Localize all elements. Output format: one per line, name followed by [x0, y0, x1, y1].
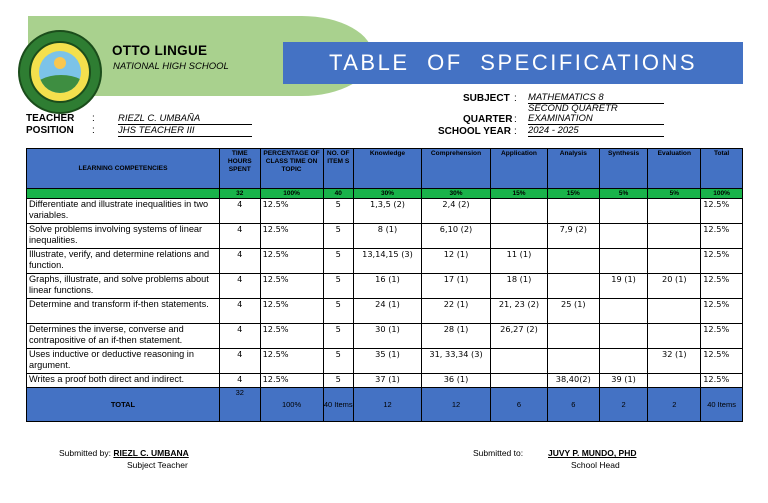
table-row: [27, 374, 743, 388]
total-analysis: 6: [547, 388, 599, 422]
header-comprehension: Comprehension: [422, 149, 491, 189]
cell-analysis: [547, 199, 599, 224]
weight-percentage: 100%: [260, 189, 323, 199]
cell-time: 4: [219, 349, 260, 374]
total-percentage: 100%: [260, 388, 323, 422]
school-seal-icon: [18, 30, 102, 114]
subject-colon: :: [514, 93, 517, 104]
cell-knowledge: 13,14,15 (3): [353, 249, 421, 274]
header-synthesis: Synthesis: [599, 149, 648, 189]
weight-synthesis: 5%: [599, 189, 648, 199]
position-value: JHS TEACHER III: [118, 125, 252, 137]
cell-time: 4: [219, 224, 260, 249]
total-label: TOTAL: [27, 388, 220, 422]
cell-comprehension: 28 (1): [422, 324, 491, 349]
cell-comprehension: 2,4 (2): [422, 199, 491, 224]
cell-evaluation: [648, 199, 701, 224]
cell-synthesis: [599, 299, 648, 324]
submitted-to-name: JUVY P. MUNDO, PHD: [548, 448, 637, 458]
cell-total: 12.5%: [701, 199, 743, 224]
cell-time: 4: [219, 299, 260, 324]
cell-knowledge: 1,3,5 (2): [353, 199, 421, 224]
cell-analysis: [547, 324, 599, 349]
cell-percentage: 12.5%: [260, 249, 323, 274]
weight-knowledge: 30%: [353, 189, 421, 199]
cell-items: 5: [323, 274, 353, 299]
quarter-colon: :: [514, 114, 517, 125]
cell-evaluation: [648, 324, 701, 349]
cell-analysis: 38,40(2): [547, 374, 599, 388]
header-time: TIME HOURS SPENT: [219, 149, 260, 189]
cell-competency: Uses inductive or deductive reasoning in argument.: [27, 349, 220, 374]
school-subtitle: NATIONAL HIGH SCHOOL: [113, 61, 229, 72]
cell-knowledge: 8 (1): [353, 224, 421, 249]
cell-competency: Solve problems involving systems of linear inequalities.: [27, 224, 220, 249]
cell-percentage: 12.5%: [260, 224, 323, 249]
cell-synthesis: [599, 224, 648, 249]
cell-application: 26,27 (2): [491, 324, 548, 349]
cell-percentage: 12.5%: [260, 374, 323, 388]
cell-percentage: 12.5%: [260, 274, 323, 299]
cell-total: 12.5%: [701, 349, 743, 374]
weight-total: 100%: [701, 189, 743, 199]
submitted-by-name: RIEZL C. UMBANA: [113, 448, 189, 458]
cell-percentage: 12.5%: [260, 324, 323, 349]
cell-analysis: [547, 274, 599, 299]
cell-application: [491, 349, 548, 374]
cell-items: 5: [323, 249, 353, 274]
cell-synthesis: 19 (1): [599, 274, 648, 299]
cell-knowledge: 35 (1): [353, 349, 421, 374]
cell-comprehension: 22 (1): [422, 299, 491, 324]
cell-application: 11 (1): [491, 249, 548, 274]
cell-evaluation: [648, 299, 701, 324]
cell-items: 5: [323, 224, 353, 249]
weight-row: [27, 189, 743, 199]
cell-synthesis: [599, 349, 648, 374]
cell-knowledge: 37 (1): [353, 374, 421, 388]
header-percentage: PERCENTAGE OF CLASS TIME ON TOPIC: [260, 149, 323, 189]
school-year-value: 2024 - 2025: [528, 125, 664, 137]
cell-items: 5: [323, 374, 353, 388]
weight-evaluation: 5%: [648, 189, 701, 199]
specifications-table: [26, 148, 743, 422]
submitted-by-role: Subject Teacher: [127, 460, 188, 470]
cell-items: 5: [323, 199, 353, 224]
cell-knowledge: 16 (1): [353, 274, 421, 299]
submitted-by: [59, 448, 189, 458]
total-comprehension: 12: [422, 388, 491, 422]
total-row: [27, 388, 743, 422]
subject-label: SUBJECT: [463, 93, 510, 104]
submitted-by-label: Submitted by:: [59, 448, 111, 458]
cell-total: 12.5%: [701, 224, 743, 249]
cell-synthesis: [599, 249, 648, 274]
cell-synthesis: [599, 199, 648, 224]
header-competencies: LEARNING COMPETENCIES: [27, 149, 220, 189]
teacher-label: TEACHER: [26, 113, 75, 124]
cell-knowledge: 30 (1): [353, 324, 421, 349]
cell-synthesis: [599, 324, 648, 349]
position-label: POSITION: [26, 125, 74, 136]
cell-evaluation: [648, 224, 701, 249]
subject-value: MATHEMATICS 8: [528, 92, 664, 104]
table-row: [27, 324, 743, 349]
table-row: [27, 274, 743, 299]
cell-total: 12.5%: [701, 374, 743, 388]
cell-application: [491, 199, 548, 224]
total-time: 32: [219, 388, 260, 422]
school-year-colon: :: [514, 126, 517, 137]
cell-competency: Graphs, illustrate, and solve problems about linear functions.: [27, 274, 220, 299]
header-evaluation: Evaluation: [648, 149, 701, 189]
weight-items: 40: [323, 189, 353, 199]
cell-total: 12.5%: [701, 299, 743, 324]
header-application: Application: [491, 149, 548, 189]
cell-items: 5: [323, 324, 353, 349]
school-year-label: SCHOOL YEAR: [438, 126, 511, 137]
submitted-to-label: Submitted to:: [473, 448, 524, 458]
cell-synthesis: 39 (1): [599, 374, 648, 388]
total-knowledge: 12: [353, 388, 421, 422]
page-title: TABLE OF SPECIFICATIONS: [283, 42, 743, 84]
school-name: OTTO LINGUE: [112, 43, 208, 58]
table-row: [27, 199, 743, 224]
table-row: [27, 299, 743, 324]
total-total: 40 Items: [701, 388, 743, 422]
table-row: [27, 224, 743, 249]
cell-competency: Illustrate, verify, and determine relations and function.: [27, 249, 220, 274]
cell-application: 21, 23 (2): [491, 299, 548, 324]
total-items: 40 Items: [323, 388, 353, 422]
cell-total: 12.5%: [701, 249, 743, 274]
cell-comprehension: 31, 33,34 (3): [422, 349, 491, 374]
quarter-label: QUARTER: [463, 114, 513, 125]
weight-analysis: 15%: [547, 189, 599, 199]
cell-analysis: 7,9 (2): [547, 224, 599, 249]
cell-comprehension: 36 (1): [422, 374, 491, 388]
table-row: [27, 349, 743, 374]
weight-time: 32: [219, 189, 260, 199]
quarter-value-line2: EXAMINATION: [528, 113, 664, 125]
cell-comprehension: 12 (1): [422, 249, 491, 274]
cell-comprehension: 6,10 (2): [422, 224, 491, 249]
teacher-value: RIEZL C. UMBAÑA: [118, 113, 252, 125]
cell-application: 18 (1): [491, 274, 548, 299]
cell-comprehension: 17 (1): [422, 274, 491, 299]
cell-time: 4: [219, 374, 260, 388]
header-total: Total: [701, 149, 743, 189]
cell-percentage: 12.5%: [260, 199, 323, 224]
total-evaluation: 2: [648, 388, 701, 422]
submitted-to-role: School Head: [571, 460, 620, 470]
cell-time: 4: [219, 249, 260, 274]
header-items: NO. OF ITEM S: [323, 149, 353, 189]
cell-analysis: [547, 249, 599, 274]
cell-competency: Writes a proof both direct and indirect.: [27, 374, 220, 388]
cell-percentage: 12.5%: [260, 299, 323, 324]
teacher-colon: :: [92, 113, 95, 124]
cell-evaluation: [648, 249, 701, 274]
cell-evaluation: 20 (1): [648, 274, 701, 299]
cell-items: 5: [323, 299, 353, 324]
cell-time: 4: [219, 274, 260, 299]
cell-competency: Determines the inverse, converse and contrapositive of an if-then statement.: [27, 324, 220, 349]
quarter-value-line1: SECOND QUARETR: [528, 103, 618, 114]
weight-comprehension: 30%: [422, 189, 491, 199]
total-application: 6: [491, 388, 548, 422]
cell-knowledge: 24 (1): [353, 299, 421, 324]
cell-analysis: [547, 349, 599, 374]
total-synthesis: 2: [599, 388, 648, 422]
cell-items: 5: [323, 349, 353, 374]
cell-time: 4: [219, 199, 260, 224]
cell-application: [491, 374, 548, 388]
cell-evaluation: 32 (1): [648, 349, 701, 374]
cell-competency: Determine and transform if-then statements.: [27, 299, 220, 324]
table-row: [27, 249, 743, 274]
cell-time: 4: [219, 324, 260, 349]
cell-competency: Differentiate and illustrate inequalities in two variables.: [27, 199, 220, 224]
weight-competencies: [27, 189, 220, 199]
header-analysis: Analysis: [547, 149, 599, 189]
cell-percentage: 12.5%: [260, 349, 323, 374]
cell-total: 12.5%: [701, 324, 743, 349]
cell-application: [491, 224, 548, 249]
cell-analysis: 25 (1): [547, 299, 599, 324]
weight-application: 15%: [491, 189, 548, 199]
header-knowledge: Knowledge: [353, 149, 421, 189]
cell-evaluation: [648, 374, 701, 388]
position-colon: :: [92, 125, 95, 136]
cell-total: 12.5%: [701, 274, 743, 299]
